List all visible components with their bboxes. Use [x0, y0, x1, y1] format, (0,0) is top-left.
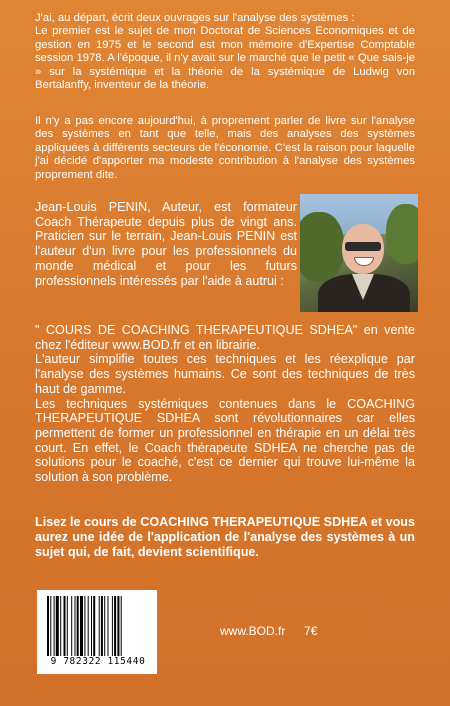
barcode-bar	[71, 596, 72, 656]
barcode-bar	[108, 596, 109, 656]
barcode-bar	[101, 596, 103, 656]
book-reference: " COURS DE COACHING THERAPEUTIQUE SDHEA" en vente chez l'éditeur www.BOD.fr et en librairie.	[35, 323, 415, 352]
author-photo	[300, 194, 418, 312]
barcode-bar	[112, 596, 113, 656]
techniques-paragraph: Les techniques systémiques contenues dans le COACHING THERAPEUTIQUE SDHEA sont révolutionnaires car elles permettent de former un professionnel en thérapie en un délai très court. En effet, le Coach thérapeute SDHEA ne cherche pas de solutions pour le coaché, c'est ce dernier qui trouve lui-même la solution à son problème.	[35, 396, 415, 485]
photo-tree	[300, 212, 344, 282]
barcode-bar	[114, 596, 116, 656]
author-bio: Jean-Louis PENIN, Auteur, est formateur Coach Thérapeute depuis plus de vingt ans. Praticien sur le terrain, Jean-Louis PENIN est l'auteur d'un livre pour les professionnels du monde médical et pour les futurs professionnels intéressés par l'aide à autrui :	[35, 200, 297, 288]
barcode-bar	[117, 596, 119, 656]
barcode-bar	[67, 596, 68, 656]
intro-paragraph	[35, 12, 415, 92]
barcode-bar	[60, 596, 61, 656]
barcode-bar	[56, 596, 59, 656]
closing-statement: Lisez le cours de COACHING THERAPEUTIQUE SDHEA et vous aurez une idée de l'application de l'analyse des systèmes à un sujet qui, de fait, devient scientifique.	[35, 515, 415, 560]
publisher-url: www.BOD.fr	[220, 624, 286, 638]
body-paragraphs	[35, 323, 415, 485]
barcode-bar	[47, 596, 49, 656]
second-paragraph	[35, 115, 415, 182]
intro-line-2: Le premier est le sujet de mon Doctorat de Sciences Economiques et de gestion en 1975 et le second est mon mémoire d'Expertise Comptable session 1978. A l'époque, il n'y avait sur le marché que le petit « Que sais-je » sur la systémique et la théorie de la systémique de Ludwig von Bertalanffy, inventeur de la théorie.	[35, 25, 415, 92]
isbn-number: 9 782322 115440	[50, 656, 146, 667]
barcode-bar	[88, 596, 89, 656]
barcode-bar	[54, 596, 55, 656]
barcode-bar	[80, 596, 83, 656]
price-label: 7€	[304, 624, 318, 638]
barcode-bar	[93, 596, 95, 656]
photo-tree	[386, 204, 418, 264]
barcode-bar	[104, 596, 105, 656]
barcode-bar	[50, 596, 51, 656]
barcode-bars	[47, 596, 149, 656]
simplification-paragraph: L'auteur simplifie toutes ces techniques et les réexplique par l'analyse des systèmes humains. Ce sont des techniques de très haut de gamme.	[35, 352, 415, 396]
barcode-bar	[99, 596, 100, 656]
barcode-bar	[84, 596, 85, 656]
photo-sunglasses	[345, 242, 381, 251]
barcode-bar	[75, 596, 76, 656]
barcode-bar	[91, 596, 92, 656]
barcode-bar	[64, 596, 66, 656]
publisher-price	[220, 624, 317, 638]
second-text: Il n'y a pas encore aujourd'hui, à proprement parler de livre sur l'analyse des systèmes en tant que telle, mais des analyses des systèmes appliquées à différents secteurs de l'économie. C'est la raison pour laquelle j'ai décidé d'apporter ma modeste contribution à l'analyse des systèmes proprement dite.	[35, 115, 415, 181]
barcode-bar	[121, 596, 122, 656]
barcode-bar	[77, 596, 79, 656]
intro-line-1: J'ai, au départ, écrit deux ouvrages sur l'analyse des systèmes :	[35, 12, 355, 24]
barcode	[37, 590, 157, 674]
